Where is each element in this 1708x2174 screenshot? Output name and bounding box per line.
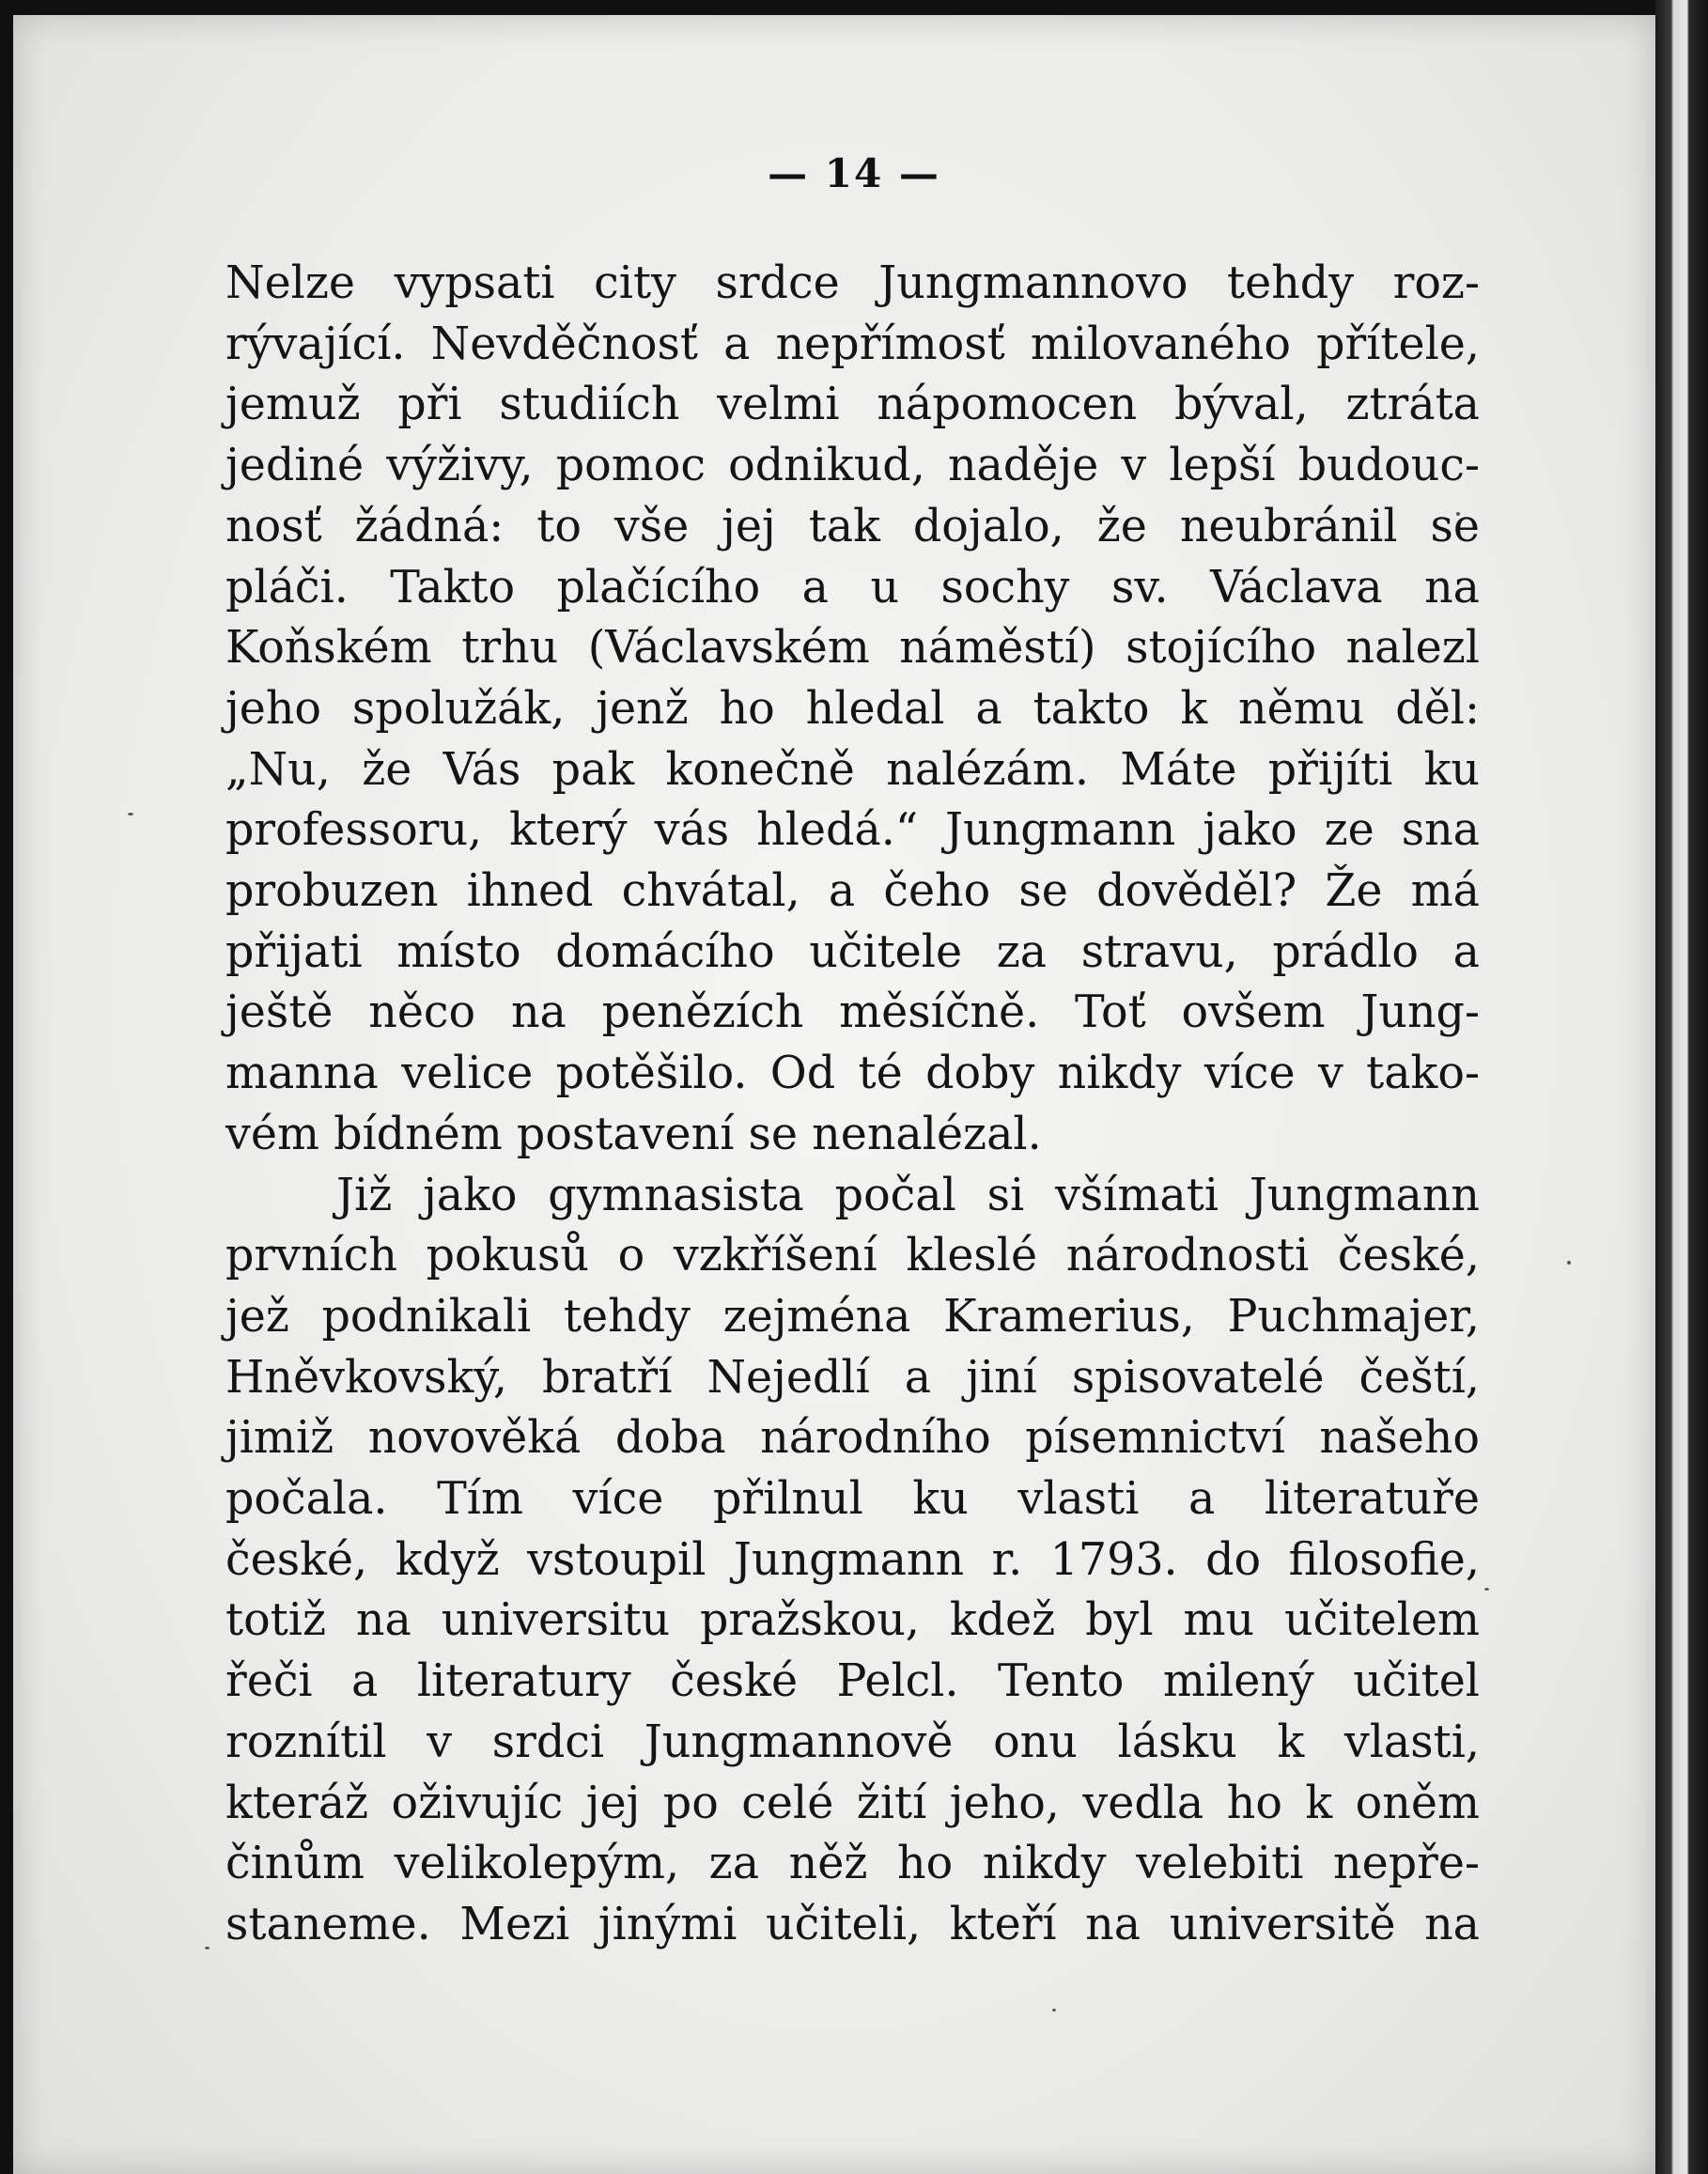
paragraph-1 bbox=[225, 254, 1480, 1166]
page-edge-shadow bbox=[1655, 0, 1708, 2174]
paragraph-2 bbox=[225, 1166, 1480, 1956]
text-line: české, když vstoupil Jungmann r. 1793. do filosofie, bbox=[225, 1533, 1480, 1586]
text-line: rývající. Nevděčnosť a nepřímosť milovaného přítele, bbox=[225, 318, 1480, 370]
text-line: jemuž při studiích velmi nápomocen býval, ztráta bbox=[225, 379, 1480, 431]
text-line: jeho spolužák, jenž ho hledal a takto k němu děl: bbox=[225, 682, 1480, 735]
text-line: přijati místo domácího učitele za stravu, prádlo a bbox=[225, 925, 1480, 978]
text-line: probuzen ihned chvátal, a čeho se dověděl? Že má bbox=[225, 865, 1480, 918]
dust-speck bbox=[1484, 1588, 1489, 1591]
dust-speck bbox=[1052, 2009, 1056, 2011]
text-line: počala. Tím více přilnul ku vlasti a literatuře bbox=[225, 1473, 1480, 1526]
text-line: řeči a literatury české Pelcl. Tento milený učitel bbox=[225, 1655, 1480, 1708]
text-line: ještě něco na penězích měsíčně. Toť ovšem Jung- bbox=[225, 986, 1480, 1039]
dust-speck bbox=[1567, 1261, 1571, 1265]
text-line: jež podnikali tehdy zejména Kramerius, Puchmajer, bbox=[225, 1290, 1480, 1343]
text-line: roznítil v srdci Jungmannově onu lásku k vlasti, bbox=[225, 1716, 1480, 1768]
text-line: „Nu, že Vás pak konečně nalézám. Máte přijíti ku bbox=[225, 743, 1480, 796]
text-line: pláči. Takto plačícího a u sochy sv. Václava na bbox=[225, 561, 1480, 613]
text-line: Hněvkovský, bratří Nejedlí a jiní spisovatelé čeští, bbox=[225, 1351, 1480, 1404]
text-line: nosť žádná: to vše jej tak dojalo, že neubránil se bbox=[225, 500, 1480, 552]
text-line: Již jako gymnasista počal si všímati Jungmann bbox=[336, 1169, 1480, 1221]
text-line: vém bídném postavení se nenalézal. bbox=[225, 1108, 1042, 1160]
dust-speck bbox=[128, 813, 133, 815]
text-line: jimiž novověká doba národního písemnictví našeho bbox=[225, 1412, 1480, 1465]
text-line: prvních pokusů o vzkříšení kleslé národnosti české, bbox=[225, 1230, 1480, 1282]
text-line: staneme. Mezi jinými učiteli, kteří na universitě na bbox=[225, 1898, 1480, 1950]
body-text bbox=[225, 254, 1480, 1956]
page-number: — 14 — bbox=[768, 150, 940, 196]
text-line: professoru, který vás hledá.“ Jungmann jako ze sna bbox=[225, 804, 1480, 857]
text-line: totiž na universitu pražskou, kdež byl mu učitelem bbox=[225, 1594, 1480, 1647]
text-line: Nelze vypsati city srdce Jungmannovo tehdy roz- bbox=[225, 257, 1480, 309]
text-line: jediné výživy, pomoc odnikud, naděje v lepší budouc- bbox=[225, 440, 1480, 492]
dust-speck bbox=[205, 1947, 210, 1949]
text-line: Koňském trhu (Václavském náměstí) stojícího nalezl bbox=[225, 622, 1480, 675]
text-line: kteráž oživujíc jej po celé žití jeho, vedla ho k oněm bbox=[225, 1777, 1480, 1829]
text-line: činům velikolepým, za něž ho nikdy velebiti nepře- bbox=[225, 1838, 1480, 1890]
text-line: manna velice potěšilo. Od té doby nikdy více v tako- bbox=[225, 1048, 1480, 1100]
